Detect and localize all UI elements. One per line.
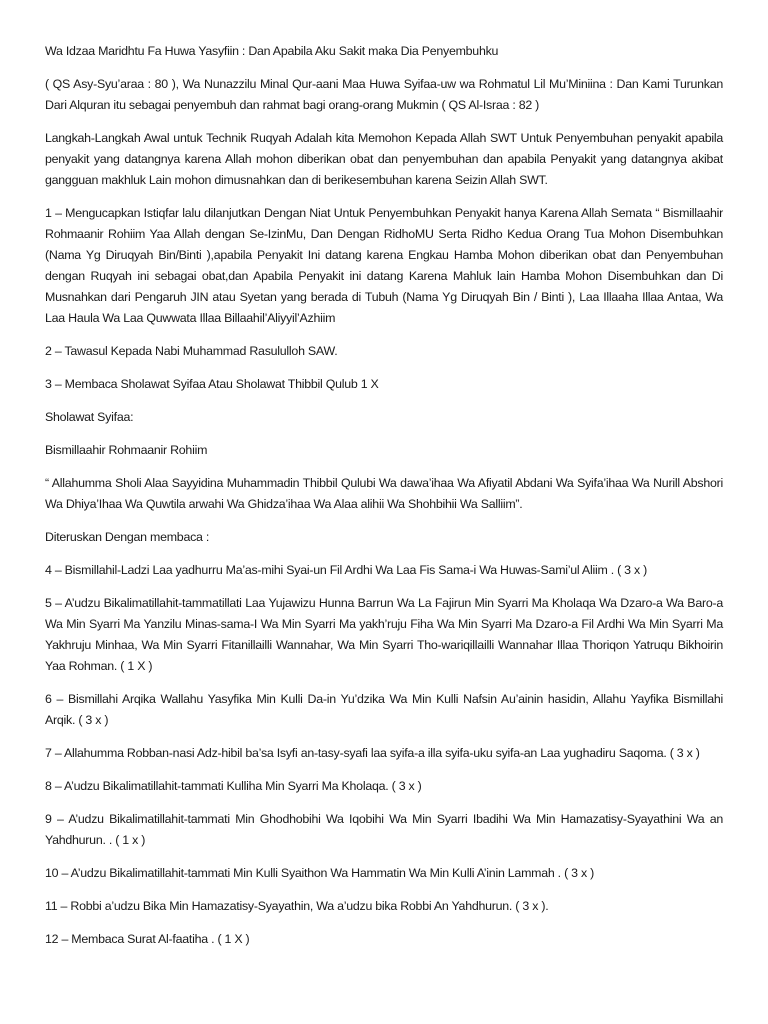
opening-verse: Wa Idzaa Maridhtu Fa Huwa Yasyfiin : Dan Apabila Aku Sakit maka Dia Penyembuhku xyxy=(45,44,499,58)
sholawat-text: “ Allahumma Sholi Alaa Sayyidina Muhammadin Thibbil Qulubi Wa dawa’ihaa Wa Afiyatil Abdani Wa Syifa’ihaa Wa Nurill Abshori Wa Dhiya’Ihaa Wa Quwtila arwahi Wa Ghidza’ihaa Wa Alaa alihii Wa Shohbihii Wa Salliim”. xyxy=(45,476,723,511)
intro-paragraph: Langkah-Langkah Awal untuk Technik Ruqyah Adalah kita Memohon Kepada Allah SWT Untuk Penyembuhan penyakit apabila penyakit yang datangnya karena Allah mohon diberikan obat dan penyembuhan dan apabila Penyakit yang datangnya akibat gangguan makhluk Lain mohon dimusnahkan dan di berikesembuhan karena Seizin Allah SWT. xyxy=(45,131,723,187)
step-8: 8 – A’udzu Bikalimatillahit-tammati Kulliha Min Syarri Ma Kholaqa. ( 3 x ) xyxy=(45,779,422,793)
step-6: 6 – Bismillahi Arqika Wallahu Yasyfika Min Kulli Da-in Yu’dzika Wa Min Kulli Nafsin Au’ainin hasidin, Allahu Yayfika Bismillahi Arqik. ( 3 x ) xyxy=(45,692,723,727)
basmalah: Bismillaahir Rohmaanir Rohiim xyxy=(45,443,208,457)
step-5: 5 – A’udzu Bikalimatillahit-tammatillati Laa Yujawizu Hunna Barrun Wa La Fajirun Min Syarri Ma Kholaqa Wa Dzaro-a Wa Baro-a Wa Min Syarri Ma Yanzilu Minas-sama-I Wa Min Syarri Ma yakh’ruju Fiha Wa Min Syarri Ma Dzaro-a Fil Ardhi Wa Min Syarri Ma Yakhruju Minhaa, Wa Min Syarri Fitanillailli Wannahar, Wa Min Syarri Tho-wariqillailli Wannahar Illaa Thoriqon Yatruqu Bikhoirin Yaa Rohman. ( 1 X ) xyxy=(45,596,723,673)
step-3: 3 – Membaca Sholawat Syifaa Atau Sholawat Thibbil Qulub 1 X xyxy=(45,377,379,391)
document-page xyxy=(45,41,723,962)
step-7: 7 – Allahumma Robban-nasi Adz-hibil ba’sa Isyfi an-tasy-syafi laa syifa-a illa syifa-uku syifa-an Laa yughadiru Saqoma. ( 3 x ) xyxy=(45,746,700,760)
step-12: 12 – Membaca Surat Al-faatiha . ( 1 X ) xyxy=(45,932,250,946)
quran-citation: ( QS Asy-Syu’araa : 80 ), Wa Nunazzilu Minal Qur-aani Maa Huwa Syifaa-uw wa Rohmatul Lil Mu’Miniina : Dan Kami Turunkan Dari Alquran itu sebagai penyembuh dan rahmat bagi orang-orang Mukmin ( QS Al-Israa : 82 ) xyxy=(45,77,723,112)
step-1: 1 – Mengucapkan Istiqfar lalu dilanjutkan Dengan Niat Untuk Penyembuhkan Penyakit hanya Karena Allah Semata “ Bismillaahir Rohmaanir Rohiim Yaa Allah dengan Se-IzinMu, Dan Dengan RidhoMU Serta Ridho Kedua Orang Tua Mohon Disembuhkan (Nama Yg Diruqyah Bin/Binti ),apabila Penyakit Ini datang karena Engkau Hamba Mohon diberikan obat dan Penyembuhan dengan Ruqyah ini sebagai obat,dan Apabila Penyakit ini datang Karena Mahluk lain Hamba Mohon Disembuhkan dan Di Musnahkan dari Pengaruh JIN atau Syetan yang berada di Tubuh (Nama Yg Diruqyah Bin / Binti ), Laa Illaaha Illaa Antaa, Wa Laa Haula Wa Laa Quwwata Illaa Billaahil’Aliyyil’Azhiim xyxy=(45,206,723,325)
step-4: 4 – Bismillahil-Ladzi Laa yadhurru Ma’as-mihi Syai-un Fil Ardhi Wa Laa Fis Sama-i Wa Huwas-Sami’ul Aliim . ( 3 x ) xyxy=(45,563,648,577)
step-9: 9 – A’udzu Bikalimatillahit-tammati Min Ghodhobihi Wa Iqobihi Wa Min Syarri Ibadihi Wa Min Hamazatisy-Syayathini Wa an Yahdhurun. . ( 1 x ) xyxy=(45,812,723,847)
step-11: 11 – Robbi a’udzu Bika Min Hamazatisy-Syayathin, Wa a’udzu bika Robbi An Yahdhurun. ( 3 x ). xyxy=(45,899,549,913)
step-2: 2 – Tawasul Kepada Nabi Muhammad Rasululloh SAW. xyxy=(45,344,338,358)
step-10: 10 – A’udzu Bikalimatillahit-tammati Min Kulli Syaithon Wa Hammatin Wa Min Kulli A’inin Lammah . ( 3 x ) xyxy=(45,866,594,880)
sholawat-heading: Sholawat Syifaa: xyxy=(45,410,134,424)
continue-heading: Diteruskan Dengan membaca : xyxy=(45,530,210,544)
